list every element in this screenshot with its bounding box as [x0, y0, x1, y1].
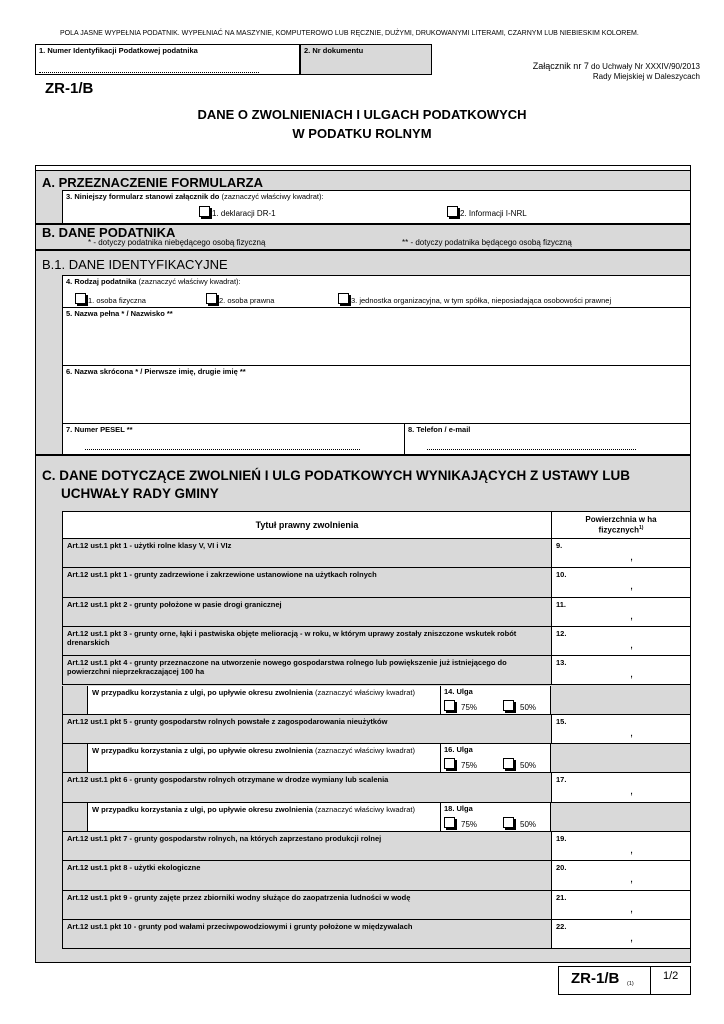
- decimal-comma: ,: [630, 726, 634, 739]
- ulga-option-50[interactable]: [503, 700, 536, 712]
- annex-line1: [533, 61, 700, 71]
- form-code: ZR-1/B: [45, 80, 94, 97]
- decimal-comma: ,: [630, 785, 634, 798]
- col2-header-line2: fizycznych: [598, 525, 639, 535]
- ulga-text-main: W przypadku korzystania z ulgi, po upływie okresu zwolnienia: [92, 746, 313, 756]
- field4-label: 4. Rodzaj podatnika: [66, 277, 137, 286]
- pesel-dotted-line: [85, 449, 360, 450]
- area-field-number: 10.: [556, 570, 567, 580]
- table-header-title: [62, 511, 552, 539]
- decimal-comma: ,: [630, 609, 634, 622]
- exemption-title-cell: [62, 656, 552, 685]
- exemption-title: Art.12 ust.1 pkt 2 - grunty położone w pasie drogi granicznej: [67, 599, 282, 609]
- field4-box: [62, 275, 690, 307]
- area-input[interactable]: [552, 627, 691, 656]
- section-b-note2: ** - dotyczy podatnika będącego osobą fizyczną: [402, 238, 572, 247]
- ulga-text-cell: [87, 744, 441, 772]
- option-osoba-prawna-label: 2. osoba prawna: [219, 296, 275, 305]
- exemptions-table: [62, 511, 691, 960]
- exemption-title: Art.12 ust.1 pkt 7 - grunty gospodarstw rolnych, na których zaprzestano produkcji rolnej: [67, 834, 382, 843]
- area-input[interactable]: [552, 539, 691, 568]
- option-osoba-fizyczna-label: 1. osoba fizyczna: [88, 296, 146, 305]
- pesel-field[interactable]: [62, 423, 404, 454]
- table-header-area: [552, 511, 691, 539]
- decimal-comma: ,: [630, 873, 634, 886]
- ulga-option-50[interactable]: [503, 758, 536, 770]
- col2-header-sup: 1): [639, 525, 644, 531]
- page-title-line1: DANE O ZWOLNIENIACH I ULGACH PODATKOWYCH: [197, 107, 527, 122]
- field3-label-wrap: [66, 192, 324, 201]
- ulga-row: [62, 744, 691, 773]
- ulga-option-75-label: 75%: [461, 702, 478, 712]
- exemption-title-cell: [62, 539, 552, 568]
- option-inrl[interactable]: [447, 206, 527, 218]
- decimal-comma: ,: [630, 844, 634, 856]
- area-input[interactable]: [552, 568, 691, 597]
- ulga-text-hint: (zaznaczyć właściwy kwadrat): [312, 746, 415, 756]
- col1-header: Tytuł prawny zwolnienia: [255, 520, 359, 530]
- area-field-number: 15.: [556, 716, 567, 726]
- ulga-option-75[interactable]: [444, 758, 477, 770]
- footer-code: ZR-1/B: [571, 970, 620, 987]
- checkbox-icon[interactable]: [503, 758, 514, 769]
- exemption-title: Art.12 ust.1 pkt 8 - użytki ekologiczne: [67, 863, 201, 873]
- page-number: 1/2: [663, 970, 679, 982]
- col2-header-line2-wrap: [552, 525, 690, 535]
- nip-dotted-line: [39, 72, 259, 73]
- exemption-title-cell: [62, 568, 552, 597]
- ulga-label: 16. Ulga: [444, 745, 473, 755]
- ulga-option-50[interactable]: [503, 817, 536, 829]
- ulga-text: [92, 805, 436, 814]
- ulga-choice-cell: [441, 803, 551, 831]
- section-c-title-line2: UCHWAŁY RADY GMINY: [61, 486, 219, 501]
- area-field-number: 12.: [556, 628, 567, 638]
- area-field-number: 20.: [556, 863, 567, 873]
- field3-box: [62, 190, 690, 223]
- option-inrl-label: 2. Informacji I-NRL: [460, 209, 527, 218]
- section-c-title-line1: C. DANE DOTYCZĄCE ZWOLNIEŃ I ULG PODATKOWYCH WYNIKAJĄCYCH Z USTAWY LUB: [42, 468, 630, 483]
- page-title-line2: W PODATKU ROLNYM: [292, 126, 432, 141]
- option-dr1-label: 1. deklaracji DR-1: [212, 209, 276, 218]
- exemption-title-cell: [62, 832, 552, 861]
- ulga-option-75[interactable]: [444, 817, 477, 829]
- ulga-option-50-label: 50%: [520, 702, 537, 712]
- field5-box[interactable]: [62, 307, 690, 365]
- area-field-number: 19.: [556, 834, 567, 843]
- ulga-label: 14. Ulga: [444, 686, 473, 696]
- area-field-number: 21.: [556, 892, 567, 902]
- exemption-title: Art.12 ust.1 pkt 1 - grunty zadrzewione i zakrzewione ustanowione na użytkach rolnych: [67, 570, 377, 580]
- checkbox-icon[interactable]: [75, 293, 86, 304]
- ulga-row: [62, 803, 691, 832]
- ulga-option-50-label: 50%: [520, 819, 537, 829]
- ulga-choice-cell: [441, 686, 551, 714]
- section-a-title: A. PRZEZNACZENIE FORMULARZA: [42, 175, 263, 190]
- ulga-text-cell: [87, 803, 441, 831]
- ulga-label: 18. Ulga: [444, 803, 473, 813]
- decimal-comma: ,: [630, 931, 634, 944]
- ulga-text: [92, 746, 436, 755]
- pesel-label: 7. Numer PESEL **: [66, 425, 133, 434]
- area-field-number: 11.: [556, 599, 567, 609]
- area-input[interactable]: [552, 920, 691, 949]
- checkbox-icon[interactable]: [444, 758, 455, 769]
- exemption-title-cell: [62, 891, 552, 920]
- phone-email-label: 8. Telefon / e-mail: [408, 425, 471, 434]
- ulga-text-cell: [87, 686, 441, 714]
- ulga-choice-cell: [441, 744, 551, 772]
- ulga-option-75-label: 75%: [461, 819, 478, 829]
- exemption-title: Art.12 ust.1 pkt 9 - grunty zajęte przez zbiorniki wodny służące do zaopatrzenia ludności w wodę: [67, 892, 411, 902]
- field3-label: 3. Niniejszy formularz stanowi załącznik do: [66, 192, 220, 201]
- checkbox-icon[interactable]: [503, 700, 514, 711]
- field4-hint: (zaznaczyć właściwy kwadrat):: [136, 277, 241, 286]
- exemption-title: Art.12 ust.1 pkt 6 - grunty gospodarstw rolnych otrzymane w drodze wymiany lub scalenia: [67, 775, 389, 785]
- ulga-option-75-label: 75%: [461, 761, 478, 771]
- footer-code-cell: [559, 967, 651, 994]
- decimal-comma: ,: [630, 668, 634, 681]
- ulga-option-50-label: 50%: [520, 761, 537, 771]
- area-input[interactable]: [552, 861, 691, 890]
- top-notice: POLA JASNE WYPEŁNIA PODATNIK. WYPEŁNIAĆ NA MASZYNIE, KOMPUTEROWO LUB RĘCZNIE, DUŻYMI, DRUKOWANYMI LITERAMI, CZARNYM LUB NIEBIESKIM KOLOREM.: [60, 30, 639, 37]
- exemption-title-cell: [62, 920, 552, 949]
- area-input[interactable]: [552, 773, 691, 802]
- decimal-comma: ,: [630, 551, 634, 563]
- exemption-title-cell: [62, 861, 552, 890]
- document-number-label: 2. Nr dokumentu: [304, 46, 364, 55]
- nip-label: 1. Numer Identyfikacji Podatkowej podatnika: [39, 46, 198, 55]
- ulga-text-hint: (zaznaczyć właściwy kwadrat): [312, 804, 415, 814]
- phone-email-field[interactable]: [404, 423, 690, 454]
- area-field-number: 17.: [556, 775, 567, 785]
- annex-rest: do Uchwały Nr XXXIV/90/2013: [588, 62, 700, 71]
- phone-email-dotted-line: [427, 449, 636, 450]
- ulga-option-75[interactable]: [444, 700, 477, 712]
- area-input[interactable]: [552, 715, 691, 744]
- ulga-text-hint: (zaznaczyć właściwy kwadrat): [312, 687, 415, 697]
- exemption-title-cell: [62, 773, 552, 802]
- decimal-comma: ,: [630, 580, 634, 593]
- exemption-title-cell: [62, 627, 552, 656]
- field6-label: 6. Nazwa skrócona * / Pierwsze imię, drugie imię **: [66, 367, 246, 376]
- option-osoba-fizyczna[interactable]: [75, 293, 146, 305]
- area-field-number: 22.: [556, 921, 567, 931]
- checkbox-icon[interactable]: [447, 206, 458, 217]
- decimal-comma: ,: [630, 902, 634, 915]
- ulga-row: [62, 686, 691, 715]
- area-input[interactable]: [552, 832, 691, 861]
- area-field-number: 9.: [556, 541, 563, 550]
- checkbox-icon[interactable]: [503, 817, 514, 828]
- exemption-title-cell: [62, 598, 552, 627]
- annex-prefix: Załącznik nr 7: [532, 61, 589, 71]
- exemption-title: Art.12 ust.1 pkt 3 - grunty orne, łąki i pastwiska objęte melioracją - w roku, w którym uprawy zostały zniszczone wskutek robót drenarskich: [67, 628, 517, 647]
- option-dr1[interactable]: [199, 206, 276, 218]
- exemption-title: Art.12 ust.1 pkt 5 - grunty gospodarstw rolnych powstałe z zagospodarowania nieużytków: [67, 716, 388, 726]
- exemption-title: Art.12 ust.1 pkt 10 - grunty pod wałami przeciwpowodziowymi i grunty położone w międzywalach: [67, 921, 413, 931]
- ulga-text-main: W przypadku korzystania z ulgi, po upływie okresu zwolnienia: [92, 687, 313, 697]
- checkbox-icon[interactable]: [199, 206, 210, 217]
- checkbox-icon[interactable]: [444, 817, 455, 828]
- area-input[interactable]: [552, 598, 691, 627]
- field3-hint: (zaznaczyć właściwy kwadrat):: [219, 192, 324, 201]
- ulga-text-main: W przypadku korzystania z ulgi, po upływie okresu zwolnienia: [92, 804, 313, 814]
- area-input[interactable]: [552, 656, 691, 685]
- document-number-field: [300, 44, 432, 75]
- annex-line2: Rady Miejskiej w Daleszycach: [592, 72, 700, 81]
- exemption-title: Art.12 ust.1 pkt 4 - grunty przeznaczone na utworzenie nowego gospodarstwa rolnego lub powiększenie już istniejącego do powierzchni nieprzekraczającej 100 ha: [67, 658, 507, 677]
- footer-code-sub: (1): [627, 981, 634, 987]
- option-osoba-prawna[interactable]: [206, 293, 274, 305]
- option-jednostka-label: 3. jednostka organizacyjna, w tym spółka, nieposiadająca osobowości prawnej: [351, 296, 612, 305]
- field6-box[interactable]: [62, 365, 690, 423]
- option-jednostka[interactable]: [338, 293, 611, 305]
- ulga-text: [92, 688, 436, 697]
- field5-label: 5. Nazwa pełna * / Nazwisko **: [66, 309, 173, 318]
- checkbox-icon[interactable]: [206, 293, 217, 304]
- checkbox-icon[interactable]: [444, 700, 455, 711]
- area-input[interactable]: [552, 891, 691, 920]
- field4-label-wrap: [66, 277, 241, 286]
- decimal-comma: ,: [630, 638, 634, 651]
- section-b1-title: B.1. DANE IDENTYFIKACYJNE: [42, 257, 228, 272]
- section-b: [35, 224, 691, 250]
- area-field-number: 13.: [556, 658, 567, 668]
- nip-field[interactable]: [35, 44, 300, 75]
- exemption-title-cell: [62, 715, 552, 744]
- section-b-title: B. DANE PODATNIKA: [42, 225, 176, 240]
- footer-box: [558, 966, 691, 995]
- exemption-title: Art.12 ust.1 pkt 1 - użytki rolne klasy V, VI i VIz: [67, 541, 232, 550]
- checkbox-icon[interactable]: [338, 293, 349, 304]
- col2-header-line1: Powierzchnia w ha: [585, 515, 657, 524]
- section-b-note1: * - dotyczy podatnika niebędącego osobą fizyczną: [88, 238, 266, 247]
